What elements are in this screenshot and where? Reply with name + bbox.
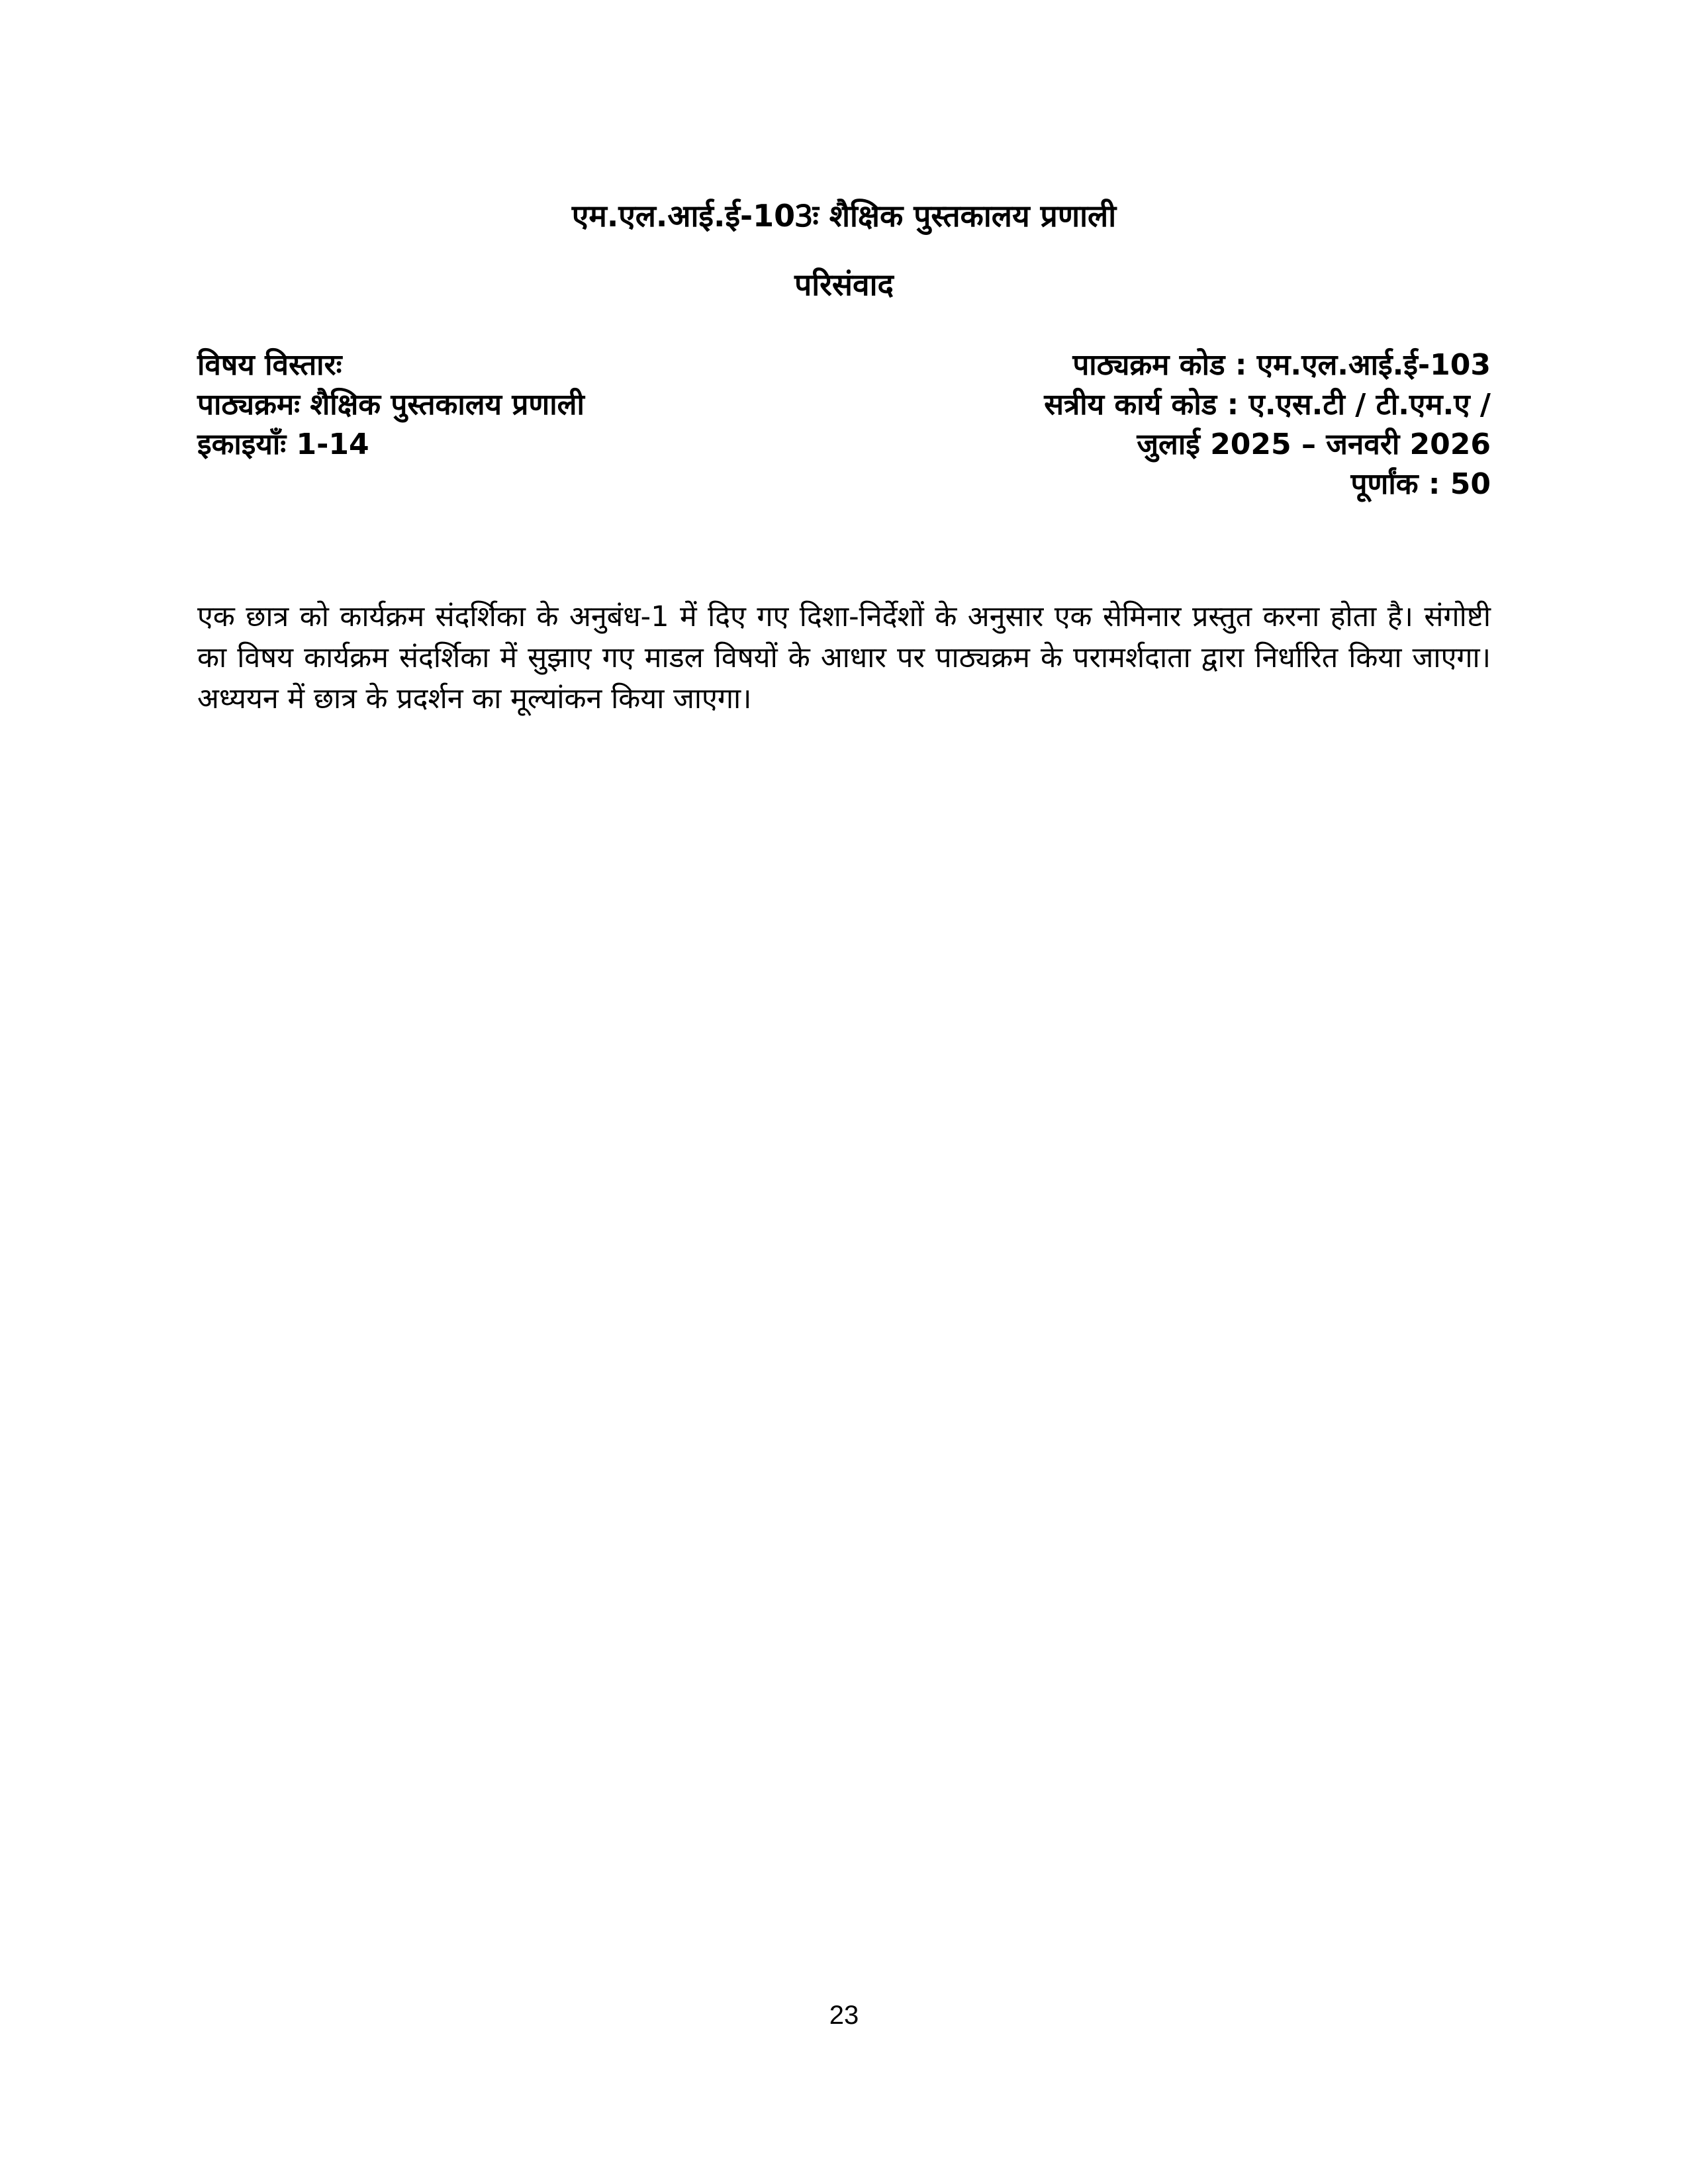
session-period: जुलाई 2025 – जनवरी 2026	[1137, 428, 1491, 461]
subject-scope-label: विषय विस्तारः	[197, 348, 342, 382]
document-subtitle: परिसंवाद	[794, 267, 894, 302]
assignment-code: सत्रीय कार्य कोड : ए.एस.टी / टी.एम.ए /	[1044, 388, 1491, 422]
course-code: पाठ्यक्रम कोड : एम.एल.आई.ई-103	[1072, 348, 1491, 382]
course-name: पाठ्यक्रमः शैक्षिक पुस्तकालय प्रणाली	[197, 388, 585, 422]
units-range: इकाइयाँः 1-14	[197, 428, 369, 461]
maximum-marks: पूर्णांक : 50	[1350, 467, 1491, 501]
document-title: एम.एल.आई.ई-103ः शैक्षिक पुस्तकालय प्रणाली	[571, 198, 1117, 234]
course-details-left	[197, 345, 859, 465]
page-number: 23	[829, 2001, 859, 2030]
course-details-right	[794, 345, 1491, 504]
instructions-paragraph: एक छात्र को कार्यक्रम संदर्शिका के अनुबंध-1 में दिए गए दिशा-निर्देशों के अनुसार एक सेमिनार प्रस्तुत करना होता है। संगोष्टी का विषय कार्यक्रम संदर्शिका में सुझाए गए माडल विषयों के आधार पर पाठ्यक्रम के परामर्शदाता द्वारा निर्धारित किया जाएगा। अध्ययन में छात्र के प्रदर्शन का मूल्यांकन किया जाएगा।	[197, 600, 1491, 715]
